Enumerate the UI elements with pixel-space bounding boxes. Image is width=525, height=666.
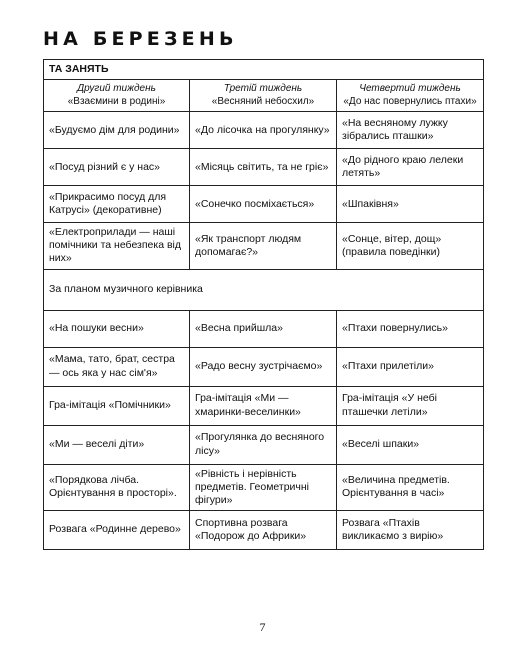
section-label: ТА ЗАНЯТЬ: [44, 60, 484, 80]
table-cell: «Веселі шпаки»: [337, 425, 484, 464]
table-row: [44, 464, 484, 510]
week-topic: «Взаємини в родині»: [67, 95, 166, 107]
table-cell: Розвага «Родинне дерево»: [44, 510, 190, 549]
table-cell: «До рідного краю лелеки летять»: [337, 149, 484, 186]
week-label: Четвертий тиждень: [359, 83, 461, 95]
table-cell: «Рівність і нерівність предметів. Геометричні фігури»: [190, 464, 337, 510]
weekly-plan-table: [43, 59, 484, 550]
table-cell: «Місяць світить, та не гріє»: [190, 149, 337, 186]
table-row: [44, 112, 484, 149]
table-cell: Гра-імітація «Помічники»: [44, 386, 190, 425]
table-cell: «Весна прийшла»: [190, 310, 337, 347]
table-cell: Гра-імітація «Ми — хмаринки-веселинки»: [190, 386, 337, 425]
week-label: Третій тиждень: [223, 83, 303, 95]
table-cell: «Сонечко посміхається»: [190, 186, 337, 223]
table-row: [44, 223, 484, 269]
table-cell: «Величина предметів. Орієнтування в часі»: [337, 464, 484, 510]
table-row: [44, 310, 484, 347]
table-cell: «На пошуки весни»: [44, 310, 190, 347]
table-cell: «Порядкова лічба. Орієнтування в просторі».: [44, 464, 190, 510]
table-cell: Розвага «Птахів викликаємо з вирію»: [337, 510, 484, 549]
table-cell: «Електроприлади — наші помічники та небезпека від них»: [44, 223, 190, 269]
table-row: [44, 510, 484, 549]
table-cell: «Посуд різний є у нас»: [44, 149, 190, 186]
page-number: 7: [259, 620, 266, 634]
table-cell: «Птахи повернулись»: [337, 310, 484, 347]
section-header-row: [44, 60, 484, 80]
table-cell: «Шпаківня»: [337, 186, 484, 223]
table-cell: «Мама, тато, брат, сестра — ось яка у нас сім'я»: [44, 347, 190, 386]
column-header-week-4: [337, 80, 484, 112]
column-header-week-3: [190, 80, 337, 112]
table-cell: Гра-імітація «У небі пташечки летіли»: [337, 386, 484, 425]
page-title: НА БЕРЕЗЕНЬ: [43, 28, 238, 50]
table-cell: «Прикрасимо посуд для Катрусі» (декоративне): [44, 186, 190, 223]
table-cell: Спортивна розвага «Подорож до Африки»: [190, 510, 337, 549]
table-cell: «Сонце, вітер, дощ» (правила поведінки): [337, 223, 484, 269]
week-topic: «Весняний небосхил»: [211, 95, 315, 107]
table-cell: «Ми — веселі діти»: [44, 425, 190, 464]
table-cell: «Птахи прилетіли»: [337, 347, 484, 386]
table-row: [44, 186, 484, 223]
music-plan-row: [44, 269, 484, 310]
column-headers-row: [44, 80, 484, 112]
week-label: Другий тиждень: [77, 83, 156, 95]
table-cell: «Радо весну зустрічаємо»: [190, 347, 337, 386]
table-row: [44, 425, 484, 464]
table-row: [44, 386, 484, 425]
table-cell: «Будуємо дім для родини»: [44, 112, 190, 149]
table-row: [44, 347, 484, 386]
column-header-week-2: [44, 80, 190, 112]
table-cell: «Як транспорт людям допомагає?»: [190, 223, 337, 269]
table-row: [44, 149, 484, 186]
music-plan-label: За планом музичного керівника: [44, 269, 484, 310]
week-topic: «До нас повернулись птахи»: [343, 95, 477, 107]
table-cell: «На весняному лужку зібрались пташки»: [337, 112, 484, 149]
table-cell: «Прогулянка до весняного лісу»: [190, 425, 337, 464]
table-cell: «До лісочка на прогулянку»: [190, 112, 337, 149]
